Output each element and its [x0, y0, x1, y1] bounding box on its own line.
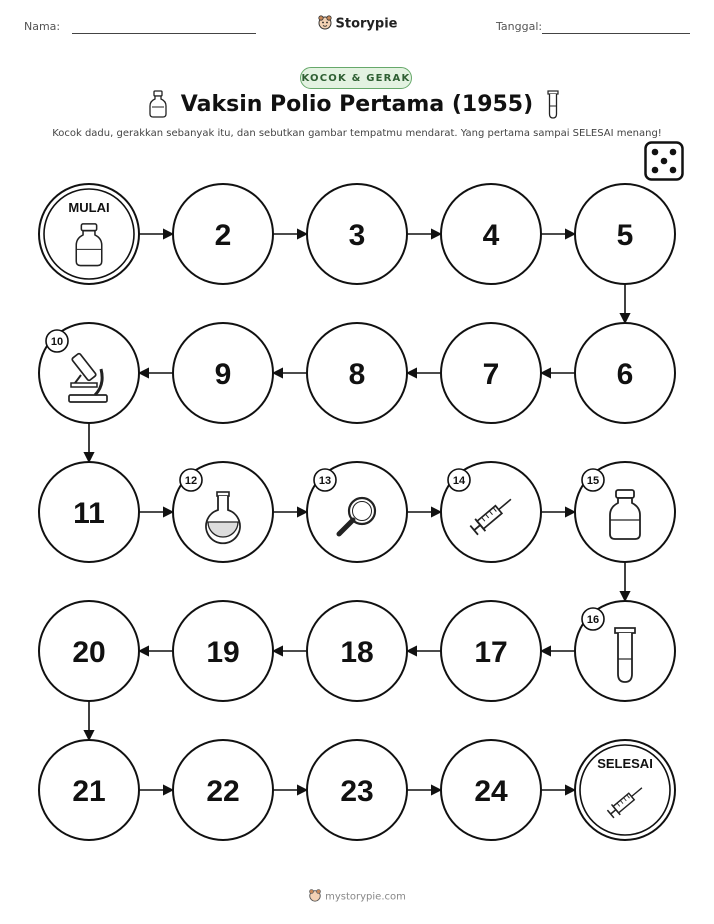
board-space-12[interactable]: [173, 462, 273, 562]
board-space-19[interactable]: [173, 601, 273, 701]
space-number: 11: [73, 497, 105, 530]
space-number: 23: [340, 775, 374, 808]
space-number: 12: [184, 475, 198, 487]
board-space-15[interactable]: [575, 462, 675, 562]
board-space-6[interactable]: [575, 323, 675, 423]
board-space-9[interactable]: [173, 323, 273, 423]
test-tube-icon: [615, 628, 635, 682]
space-number: 5: [616, 219, 634, 252]
board-space-23[interactable]: [307, 740, 407, 840]
name-label: Nama:: [24, 20, 61, 33]
board-space-25[interactable]: [575, 740, 675, 840]
finish-label: SELESAI: [597, 756, 653, 771]
space-number: 20: [72, 636, 106, 669]
board-space-2[interactable]: [173, 184, 273, 284]
space-number: 13: [318, 475, 332, 487]
board-space-14[interactable]: [441, 462, 541, 562]
space-number: 3: [348, 219, 366, 252]
activity-tag: KOCOK & GERAK: [300, 67, 412, 89]
board-space-7[interactable]: [441, 323, 541, 423]
board-space-13[interactable]: [307, 462, 407, 562]
page-title: Vaksin Polio Pertama (1955): [180, 92, 534, 117]
storypie-logo-icon: [308, 888, 322, 905]
board-space-11[interactable]: [39, 462, 139, 562]
space-number: 24: [474, 775, 508, 808]
space-circle: [575, 740, 675, 840]
space-number: 7: [482, 358, 500, 391]
space-number: 2: [214, 219, 232, 252]
space-number: 17: [474, 636, 508, 669]
footer: [0, 888, 714, 905]
board-space-22[interactable]: [173, 740, 273, 840]
board-space-4[interactable]: [441, 184, 541, 284]
board-space-3[interactable]: [307, 184, 407, 284]
board-space-16[interactable]: [575, 601, 675, 701]
brand-name: Storypie: [335, 16, 398, 32]
space-number: 16: [586, 614, 600, 626]
space-number: 8: [348, 358, 366, 391]
board-space-10[interactable]: [39, 323, 139, 423]
board-space-1[interactable]: [39, 184, 139, 284]
space-number: 18: [340, 636, 374, 669]
start-label: MULAI: [68, 200, 110, 215]
board-space-24[interactable]: [441, 740, 541, 840]
board-space-21[interactable]: [39, 740, 139, 840]
board-space-17[interactable]: [441, 601, 541, 701]
instructions: Kocok dadu, gerakkan sebanyak itu, dan sebutkan gambar tempatmu mendarat. Yang pertama sampai SELESAI menang!: [52, 128, 662, 139]
space-number: 22: [206, 775, 240, 808]
space-number: 10: [50, 336, 64, 348]
board-space-5[interactable]: [575, 184, 675, 284]
space-number: 6: [616, 358, 634, 391]
board-space-8[interactable]: [307, 323, 407, 423]
space-number: 9: [214, 358, 232, 391]
space-number: 19: [206, 636, 240, 669]
space-number: 14: [452, 475, 466, 487]
date-label: Tanggal:: [496, 20, 543, 33]
board-space-18[interactable]: [307, 601, 407, 701]
space-number: 4: [482, 219, 500, 252]
space-number: 21: [72, 775, 106, 808]
board-space-20[interactable]: [39, 601, 139, 701]
space-number: 15: [586, 475, 600, 487]
footer-site: mystorypie.com: [325, 891, 406, 903]
